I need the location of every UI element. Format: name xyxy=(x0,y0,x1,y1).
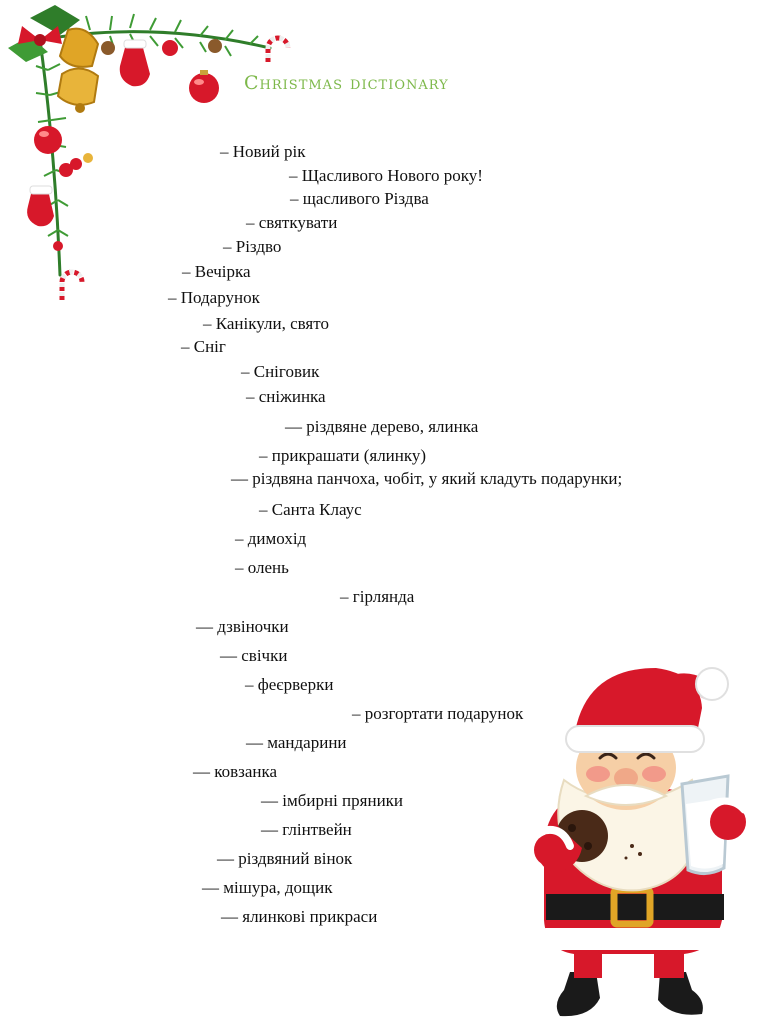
list-item: – Подарунок xyxy=(168,288,260,307)
list-item: — різдвяний вінок xyxy=(217,849,353,868)
list-item: – святкувати xyxy=(246,213,338,232)
list-item: – димохід xyxy=(235,529,307,548)
list-item: – Різдво xyxy=(223,237,282,256)
list-item: – сніжинка xyxy=(246,387,326,406)
page-title: Christmas dictionary xyxy=(244,72,449,94)
list-item: — ялинкові прикраси xyxy=(221,907,378,926)
list-item: — мішура, дощик xyxy=(202,878,333,897)
santa-claus-icon xyxy=(522,660,762,1024)
list-item: — глінтвейн xyxy=(261,820,352,839)
list-item: – Щасливого Нового року! xyxy=(289,166,483,185)
list-item: — ковзанка xyxy=(193,762,278,781)
list-item: — різдвяне дерево, ялинка xyxy=(285,417,479,436)
list-item: – Вечірка xyxy=(182,262,251,281)
list-item: — свічки xyxy=(220,646,288,665)
list-item: – Сніговик xyxy=(241,362,320,381)
list-item: — різдвяна панчоха, чобіт, у який кладуть подарунки; xyxy=(231,469,623,488)
list-item: — дзвіночки xyxy=(196,617,289,636)
list-item: – феєрверки xyxy=(245,675,334,694)
list-item: – Санта Клаус xyxy=(259,500,362,519)
list-item: – прикрашати (ялинку) xyxy=(259,446,427,465)
list-item: — імбирні пряники xyxy=(261,791,404,810)
list-item: — мандарини xyxy=(246,733,347,752)
list-item: – щасливого Різдва xyxy=(290,189,429,208)
list-item: – Канікули, свято xyxy=(203,314,329,333)
list-item: – Сніг xyxy=(181,337,226,356)
list-item: – олень xyxy=(235,558,289,577)
list-item: – розгортати подарунок xyxy=(352,704,524,723)
list-item: – Новий рік xyxy=(220,142,306,161)
list-item: – гірлянда xyxy=(340,587,415,606)
